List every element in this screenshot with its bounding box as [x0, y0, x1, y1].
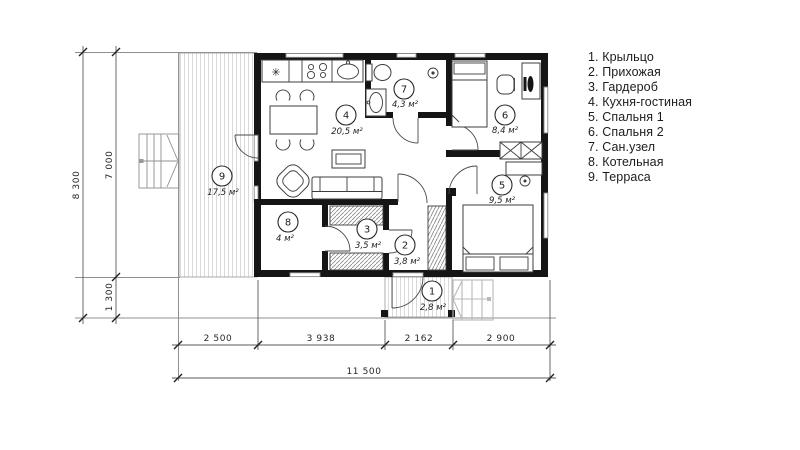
- room-area: 9,5 м²: [488, 196, 516, 206]
- legend-item: 9. Терраса: [588, 170, 651, 184]
- chair-icon: [276, 90, 290, 101]
- monitor-icon: [528, 76, 534, 92]
- dim-label: 8 300: [72, 170, 82, 200]
- room-number: 2: [401, 240, 409, 252]
- room-number: 8: [284, 217, 292, 229]
- hall-corridor-door: [398, 174, 427, 203]
- room-area: 2,8 м²: [419, 303, 447, 313]
- legend-item: 7. Сан.узел: [588, 140, 656, 154]
- bedroom2-side-window: [544, 87, 548, 133]
- room-number: 7: [400, 84, 408, 96]
- single-bed-icon: [452, 61, 487, 127]
- terrace-area: [179, 53, 257, 277]
- bathroom-window: [397, 54, 416, 58]
- dim-label: 2 500: [203, 334, 233, 344]
- tv-stand-icon: [332, 150, 365, 168]
- room-number: 3: [363, 224, 371, 236]
- fridge-icon: [271, 66, 280, 79]
- room-label-6: [492, 105, 519, 136]
- sofa-icon: [312, 177, 382, 199]
- chair-icon: [300, 90, 314, 101]
- room-number: 1: [428, 286, 436, 298]
- room-area: 17,5 м²: [207, 188, 239, 198]
- legend-item: 4. Кухня-гостиная: [588, 95, 693, 109]
- room-label-2: [394, 235, 421, 267]
- dim-label: 1 300: [105, 282, 115, 312]
- desk-icon: [522, 63, 540, 99]
- dim-label: 2 900: [486, 334, 516, 344]
- legend-item: 6. Спальня 2: [588, 125, 664, 139]
- dining-table-icon: [270, 90, 317, 150]
- room-number: 6: [501, 110, 509, 122]
- room-label-4: [331, 105, 363, 137]
- room-number: 9: [218, 171, 226, 183]
- bathroom-door: [393, 118, 418, 143]
- dim-label: 7 000: [105, 150, 115, 180]
- room-area: 4 м²: [276, 234, 294, 244]
- legend-item: 1. Крыльцо: [588, 50, 654, 64]
- porch-steps-icon: [453, 280, 493, 320]
- desk-chair-icon: [497, 75, 515, 94]
- room-area: 8,4 м²: [491, 126, 519, 136]
- legend-item: 5. Спальня 1: [588, 110, 664, 124]
- dim-label: 2 162: [404, 334, 434, 344]
- water-heater-icon: [428, 68, 438, 78]
- boiler-window: [290, 273, 320, 277]
- legend-item: 8. Котельная: [588, 155, 664, 169]
- wardrobe-shelf-icon: [330, 206, 383, 225]
- dim-label-total: 11 500: [346, 367, 382, 377]
- bedroom2-window: [455, 54, 485, 58]
- room-number: 5: [498, 180, 506, 192]
- room-label-8: [276, 212, 298, 244]
- monitor-icon: [524, 77, 527, 91]
- porch-post: [448, 310, 455, 317]
- kitchen-window: [286, 54, 343, 58]
- bedroom1-side-window: [544, 193, 548, 238]
- room-area: 3,8 м²: [393, 257, 421, 267]
- room-area: 4,3 м²: [391, 100, 419, 110]
- boiler-wardrobe-door: [325, 226, 350, 251]
- bedroom2-door: [452, 124, 478, 150]
- toilet-icon: [366, 64, 391, 81]
- legend-item: 3. Гардероб: [588, 80, 658, 94]
- hall-closet-icon: [428, 206, 446, 270]
- room-label-5: [489, 175, 516, 206]
- room-label-7: [392, 79, 419, 110]
- washbasin-icon: [366, 89, 386, 116]
- armchair-icon: [273, 161, 313, 201]
- chair-icon: [300, 140, 314, 151]
- room-number: 4: [342, 110, 350, 122]
- terrace-stairs-icon: [139, 134, 179, 188]
- double-bed-icon: [463, 205, 533, 272]
- dim-label: 3 938: [306, 334, 336, 344]
- room-area: 3,5 м²: [354, 241, 382, 251]
- wardrobe-shelf-icon: [330, 253, 383, 270]
- room-area: 20,5 м²: [331, 127, 363, 137]
- bedroom1-wardrobe-icon: [500, 142, 542, 159]
- fridge-symbol: ✳: [271, 66, 281, 79]
- chair-icon: [276, 140, 290, 151]
- room-legend: [588, 50, 692, 185]
- legend-item: 2. Прихожая: [588, 65, 661, 79]
- porch-post: [381, 310, 388, 317]
